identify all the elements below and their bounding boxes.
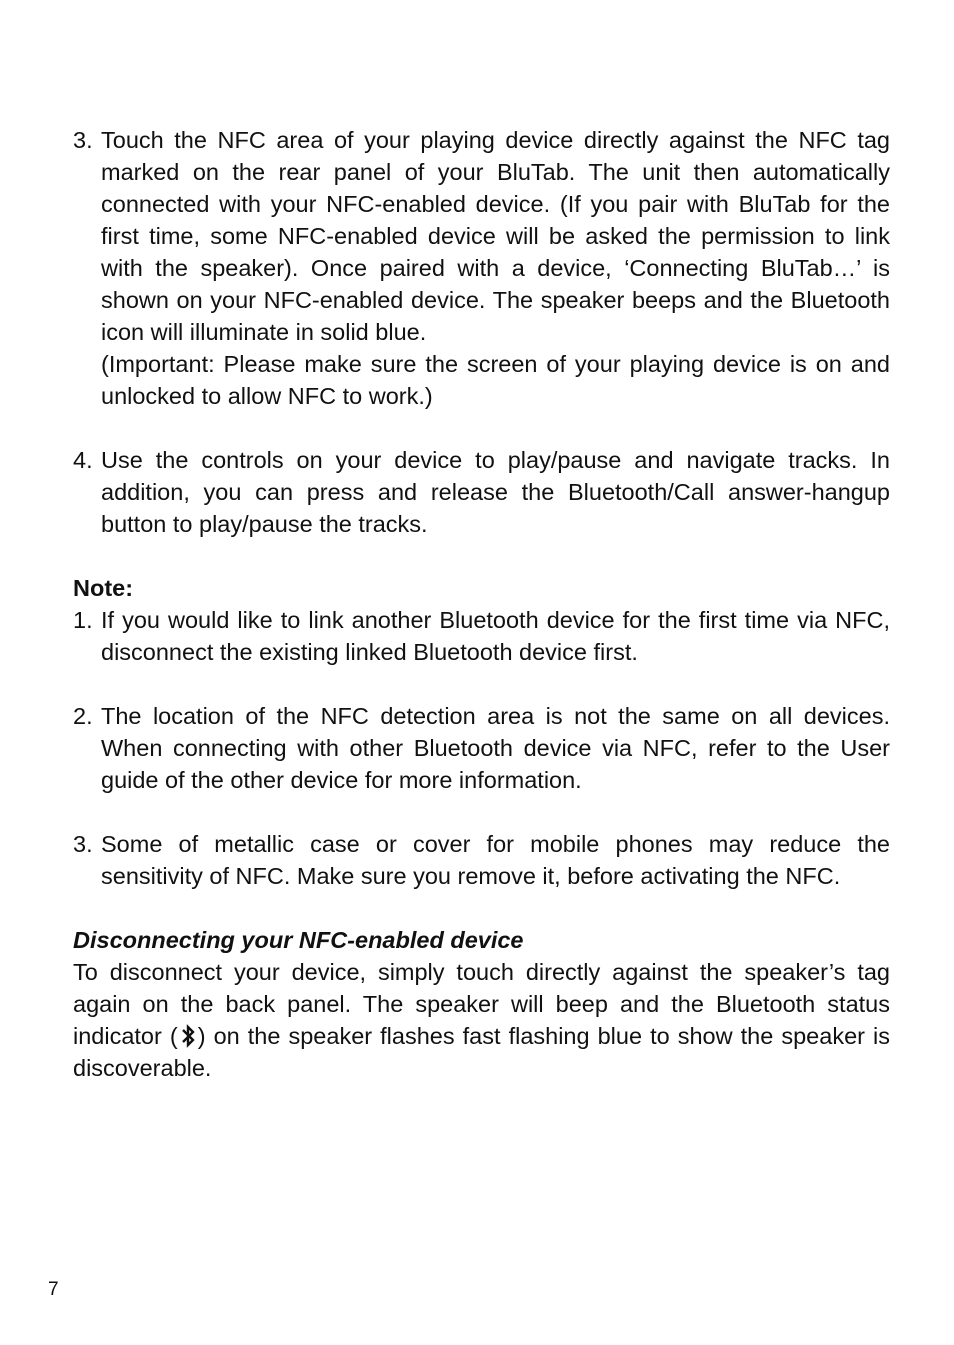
note-text: Some of metallic case or cover for mobile phones may reduce the sensitivity of NFC. Make sure you remove it, before activating the NFC. [101, 831, 890, 889]
bluetooth-icon [179, 1023, 197, 1049]
step-body [101, 444, 890, 540]
step-4 [73, 444, 890, 540]
step-number: 3. [73, 127, 93, 153]
note-body [101, 828, 890, 892]
note-heading: Note: [73, 575, 134, 601]
page-number: 7 [48, 1279, 59, 1300]
note-item-1 [73, 604, 890, 668]
note-item-3 [73, 828, 890, 892]
step-3 [73, 124, 890, 412]
disconnect-text-start: To disconnect your device, simply touch directly against the speaker’s tag again on the back panel. The speaker will beep and the Bluetooth status indicator ( [73, 959, 890, 1049]
section-heading: Disconnecting your NFC-enabled device [73, 927, 524, 953]
spacer [73, 540, 890, 572]
step-text: Touch the NFC area of your playing device directly against the NFC tag marked on the rear panel of your BluTab. The unit then automatically connected with your NFC-enabled device. (If you pair with BluTab for the first time, some NFC-enabled device will be asked the permission to link with the speaker). Once paired with a device, ‘Connecting BluTab…’ is shown on your NFC-enabled device. The speaker beeps and the Bluetooth icon will illuminate in solid blue. [101, 127, 890, 345]
important-note: (Important: Please make sure the screen of your playing device is on and unlocked to allow NFC to work.) [101, 351, 890, 409]
spacer [73, 892, 890, 924]
note-number: 2. [73, 703, 93, 729]
spacer [73, 796, 890, 828]
step-number: 4. [73, 447, 93, 473]
note-number: 3. [73, 831, 93, 857]
note-body [101, 700, 890, 796]
step-text: Use the controls on your device to play/pause and navigate tracks. In addition, you can press and release the Bluetooth/Call answer-hangup button to play/pause the tracks. [101, 447, 890, 537]
note-text: If you would like to link another Bluetooth device for the first time via NFC, disconnect the existing linked Bluetooth device first. [101, 607, 890, 665]
disconnect-paragraph [73, 956, 890, 1084]
disconnect-text-end: ) on the speaker flashes fast flashing blue to show the speaker is discoverable. [73, 1023, 890, 1081]
manual-page-content [73, 124, 890, 1084]
spacer [73, 412, 890, 444]
note-item-2 [73, 700, 890, 796]
note-text: The location of the NFC detection area is not the same on all devices. When connecting with other Bluetooth device via NFC, refer to the User guide of the other device for more information. [101, 703, 890, 793]
step-body [101, 124, 890, 412]
note-body [101, 604, 890, 668]
spacer [73, 668, 890, 700]
note-number: 1. [73, 607, 93, 633]
